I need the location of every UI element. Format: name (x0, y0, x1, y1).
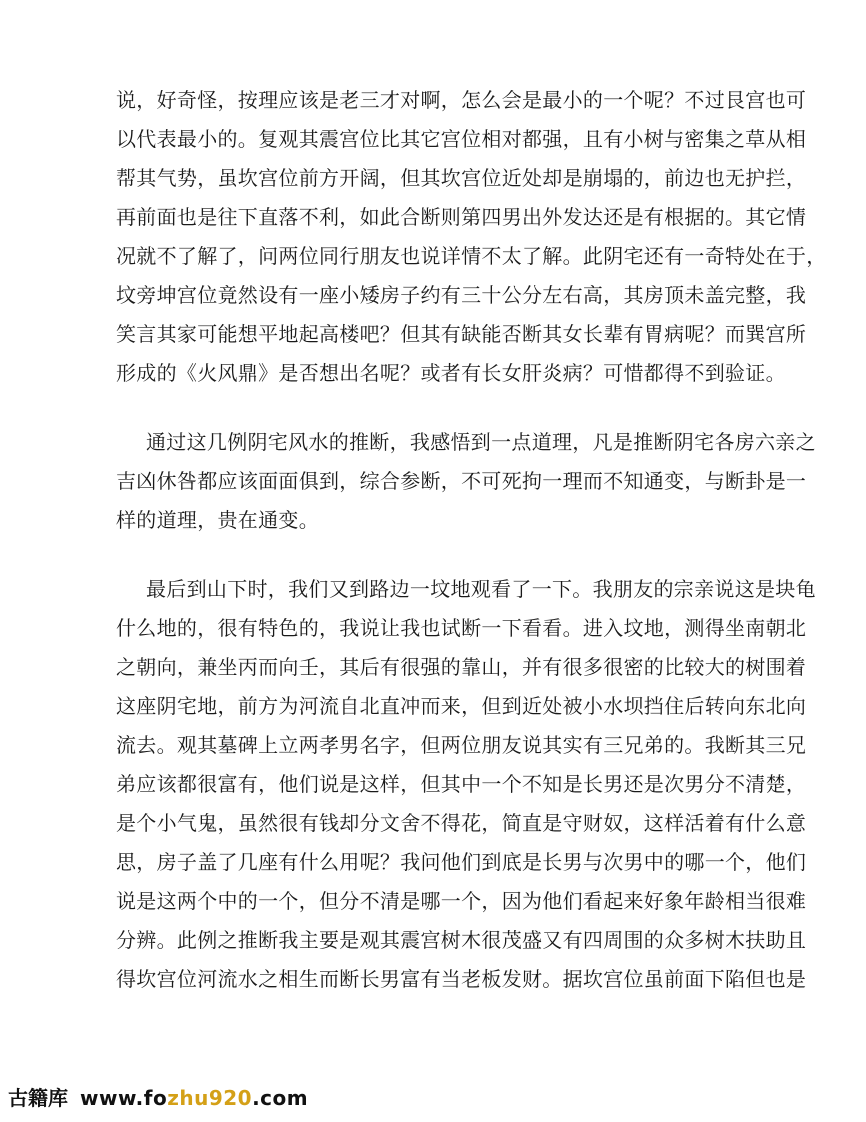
text-line: 说，好奇怪，按理应该是老三才对啊，怎么会是最小的一个呢？不过艮宫也可 (116, 88, 807, 112)
text-line: 是个小气鬼，虽然很有钱却分文舍不得花，简直是守财奴，这样活着有什么意 (116, 811, 807, 835)
site-url-prefix: www.fo (80, 1086, 168, 1110)
text-line: 分辨。此例之推断我主要是观其震宫树木很茂盛又有四周围的众多树木扶助且 (116, 928, 807, 952)
site-url-suffix: .com (252, 1086, 309, 1110)
text-line: 之朝向，兼坐丙而向壬，其后有很强的靠山，并有很多很密的比较大的树围着 (116, 655, 807, 679)
text-line: 得坎宫位河流水之相生而断长男富有当老板发财。据坎宫位虽前面下陷但也是 (116, 967, 807, 991)
text-line: 再前面也是往下直落不利，如此合断则第四男出外发达还是有根据的。其它情 (116, 205, 807, 229)
paragraph-first-line: 通过这几例阴宅风水的推断，我感悟到一点道理，凡是推断阴宅各房六亲之 (146, 430, 816, 454)
site-url (80, 1086, 308, 1110)
site-url-accent: zhu920 (167, 1086, 253, 1110)
paragraph-first-line: 最后到山下时，我们又到路边一坟地观看了一下。我朋友的宗亲说这是块龟 (146, 577, 816, 601)
text-line: 思，房子盖了几座有什么用呢？我问他们到底是长男与次男中的哪一个，他们 (116, 850, 807, 874)
text-line: 坟旁坤宫位竟然设有一座小矮房子约有三十公分左右高，其房顶未盖完整，我 (116, 283, 807, 307)
text-line: 笑言其家可能想平地起高楼吧？但其有缺能否断其女长辈有胃病呢？而巽宫所 (116, 322, 807, 346)
brand-name: 古籍库 (8, 1086, 68, 1110)
text-line: 形成的《火风鼎》是否想出名呢？或者有长女肝炎病？可惜都得不到验证。 (116, 361, 786, 385)
watermark-footer (8, 1085, 308, 1111)
text-line: 这座阴宅地，前方为河流自北直冲而来，但到近处被小水坝挡住后转向东北向 (116, 694, 807, 718)
text-line: 样的道理，贵在通变。 (116, 508, 319, 532)
text-line: 帮其气势，虽坎宫位前方开阔，但其坎宫位近处却是崩塌的，前边也无护拦， (116, 166, 807, 190)
text-line: 吉凶休咎都应该面面俱到，综合参断，不可死拘一理而不知通变，与断卦是一 (116, 469, 807, 493)
text-line: 什么地的，很有特色的，我说让我也试断一下看看。进入坟地，测得坐南朝北 (116, 616, 807, 640)
text-line: 以代表最小的。复观其震宫位比其它宫位相对都强，且有小树与密集之草从相 (116, 127, 807, 151)
text-line: 流去。观其墓碑上立两孝男名字，但两位朋友说其实有三兄弟的。我断其三兄 (116, 733, 807, 757)
text-line: 说是这两个中的一个，但分不清是哪一个，因为他们看起来好象年龄相当很难 (116, 889, 807, 913)
text-line: 况就不了解了，问两位同行朋友也说详情不太了解。此阴宅还有一奇特处在于， (116, 244, 827, 268)
text-line: 弟应该都很富有，他们说是这样，但其中一个不知是长男还是次男分不清楚， (116, 772, 807, 796)
